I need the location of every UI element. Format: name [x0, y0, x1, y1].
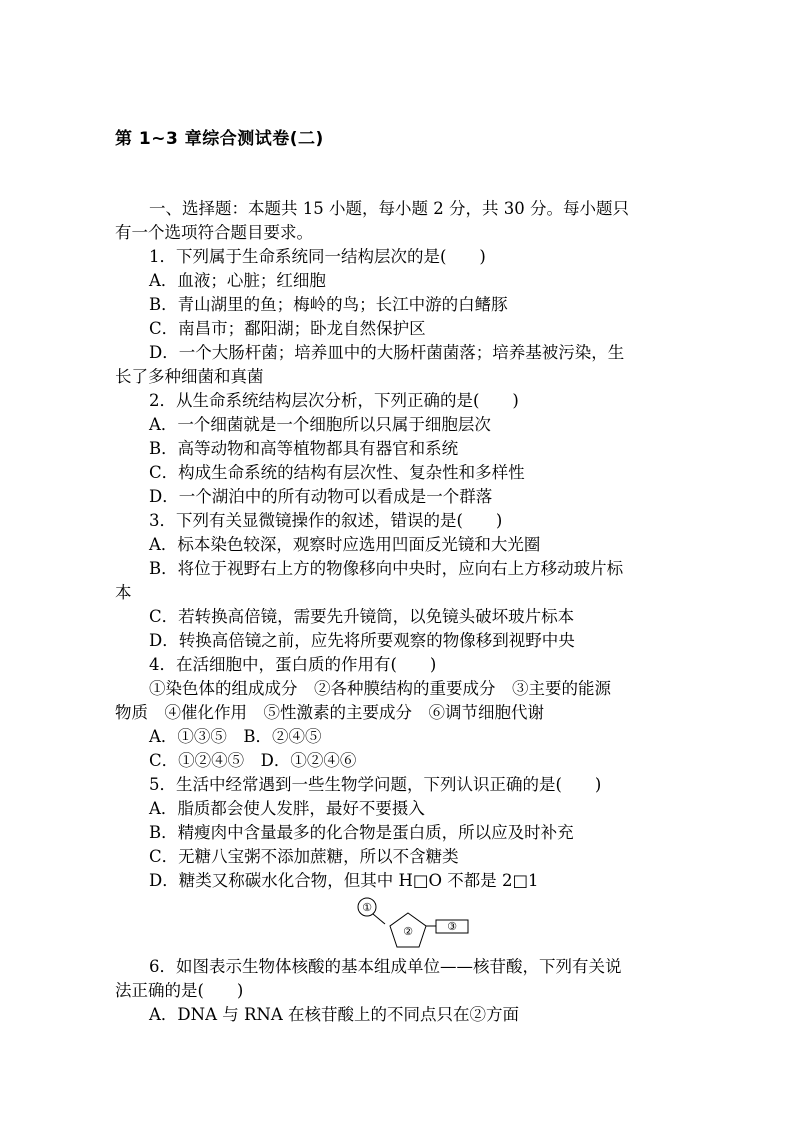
q4-items-line1: ①染色体的组成成分 ②各种膜结构的重要成分 ③主要的能源: [149, 679, 611, 698]
section-heading-line1: 一、选择题：本题共 15 小题，每小题 2 分，共 30 分。每小题只: [149, 199, 629, 218]
q2-option-c: C．构成生命系统的结构有层次性、复杂性和多样性: [149, 463, 525, 482]
q2-option-b: B．高等动物和高等植物都具有器官和系统: [149, 439, 459, 458]
q1-option-d-line2: 长了多种细菌和真菌: [115, 367, 264, 386]
q3-option-b-line1: B．将位于视野右上方的物像移向中央时，应向右上方移动玻片标: [149, 559, 624, 578]
q1-stem: 1．下列属于生命系统同一结构层次的是( ): [149, 247, 486, 266]
q6-stem-line2: 法正确的是( ): [115, 981, 244, 1000]
q1-option-b: B．青山湖里的鱼；梅岭的鸟；长江中游的白鳍豚: [149, 295, 508, 314]
q5-stem: 5．生活中经常遇到一些生物学问题，下列认识正确的是( ): [149, 775, 602, 794]
q1-option-a: A．血液；心脏；红细胞: [149, 271, 326, 290]
section-heading-line2: 有一个选项符合题目要求。: [115, 223, 313, 242]
q5-option-a: A．脂质都会使人发胖，最好不要摄入: [149, 799, 425, 818]
q6-option-a: A．DNA 与 RNA 在核苷酸上的不同点只在②方面: [149, 1005, 520, 1024]
q2-option-a: A．一个细菌就是一个细胞所以只属于细胞层次: [149, 415, 491, 434]
q5-option-c: C．无糖八宝粥不添加蔗糖，所以不含糖类: [149, 847, 459, 866]
q4-options-ab: A．①③⑤ B．②④⑤: [149, 727, 322, 746]
phosphate-bond-line: [373, 914, 385, 924]
q1-option-d-line1: D．一个大肠杆菌；培养皿中的大肠杆菌菌落；培养基被污染，生: [149, 343, 625, 362]
nucleotide-diagram: [340, 893, 480, 953]
q4-items-line2: 物质 ④催化作用 ⑤性激素的主要成分 ⑥调节细胞代谢: [115, 703, 544, 722]
q2-option-d: D．一个湖泊中的所有动物可以看成是一个群落: [149, 487, 493, 506]
q4-options-cd: C．①②④⑤ D．①②④⑥: [149, 751, 357, 770]
q3-option-d: D．转换高倍镜之前，应先将所要观察的物像移到视野中央: [149, 631, 575, 650]
q3-option-b-line2: 本: [115, 583, 132, 602]
q2-stem: 2．从生命系统结构层次分析，下列正确的是( ): [149, 391, 519, 410]
q6-stem-line1: 6．如图表示生物体核酸的基本组成单位——核苷酸，下列有关说: [149, 957, 622, 976]
page-title: 第 1~3 章综合测试卷(二): [115, 129, 324, 149]
label-3: ③: [447, 920, 457, 933]
label-1: ①: [362, 901, 372, 914]
q3-option-c: C．若转换高倍镜，需要先升镜筒，以免镜头破坏玻片标本: [149, 607, 575, 626]
q4-stem: 4．在活细胞中，蛋白质的作用有( ): [149, 655, 437, 674]
q3-option-a: A．标本染色较深，观察时应选用凹面反光镜和大光圈: [149, 535, 541, 554]
q5-option-d: D．糖类又称碳水化合物，但其中 H□O 不都是 2□1: [149, 871, 539, 890]
q1-option-c: C．南昌市；鄱阳湖；卧龙自然保护区: [149, 319, 426, 338]
label-2: ②: [403, 925, 413, 938]
q3-stem: 3．下列有关显微镜操作的叙述，错误的是( ): [149, 511, 503, 530]
q5-option-b: B．精瘦肉中含量最多的化合物是蛋白质，所以应及时补充: [149, 823, 574, 842]
